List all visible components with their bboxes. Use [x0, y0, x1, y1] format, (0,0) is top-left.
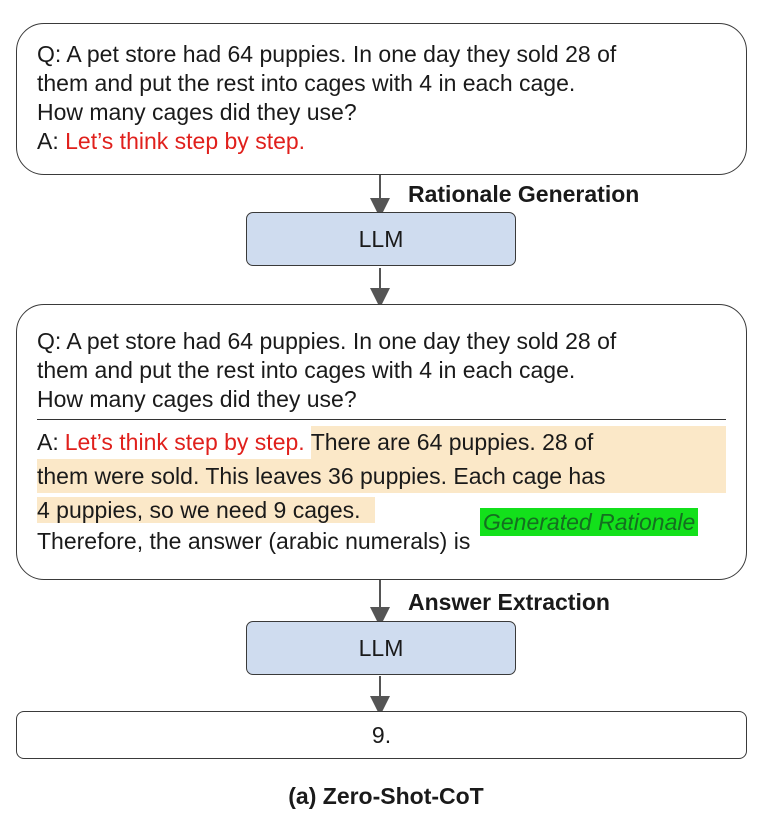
answer-value: 9.: [371, 721, 392, 748]
question-line-2: them and put the rest into cages with 4 in each cage.: [37, 70, 576, 96]
rationale-generation-label: Rationale Generation: [408, 181, 640, 207]
input-prompt-box: [16, 23, 747, 175]
llm-box-2: [246, 621, 516, 675]
rationale-part-1: There are 64 puppies. 28 of: [311, 426, 726, 459]
answer-prompt-line: [37, 127, 726, 156]
answer-extraction-label: Answer Extraction: [408, 589, 610, 615]
trigger-phrase: Let’s think step by step.: [65, 128, 306, 154]
rationale-line-2: them were sold. This leaves 36 puppies. Each cage has: [37, 459, 726, 493]
figure-caption: (a) Zero-Shot-CoT: [288, 783, 484, 809]
question-line-2: them and put the rest into cages with 4 in each cage.: [37, 357, 576, 383]
answer-box: [16, 711, 747, 759]
generated-rationale-tag: Generated Rationale: [480, 508, 698, 536]
rationale-prompt-box: [16, 304, 747, 580]
answer-prefix: A:: [37, 128, 59, 154]
llm-label: LLM: [358, 225, 404, 252]
divider: [37, 419, 726, 420]
question-line-1: Q: A pet store had 64 puppies. In one day they sold 28 of: [37, 41, 617, 67]
llm-label: LLM: [358, 634, 404, 661]
rationale-line-1: [37, 426, 726, 459]
question-line-3: How many cages did they use?: [37, 386, 357, 412]
answer-prefix: A:: [37, 429, 59, 455]
rationale-part-3: 4 puppies, so we need 9 cages.: [37, 497, 375, 523]
question-line-1: Q: A pet store had 64 puppies. In one day they sold 28 of: [37, 328, 617, 354]
llm-box-1: [246, 212, 516, 266]
question-line-3: How many cages did they use?: [37, 99, 357, 125]
trigger-phrase: Let’s think step by step.: [64, 429, 305, 455]
extraction-prompt: Therefore, the answer (arabic numerals) is: [37, 528, 471, 554]
